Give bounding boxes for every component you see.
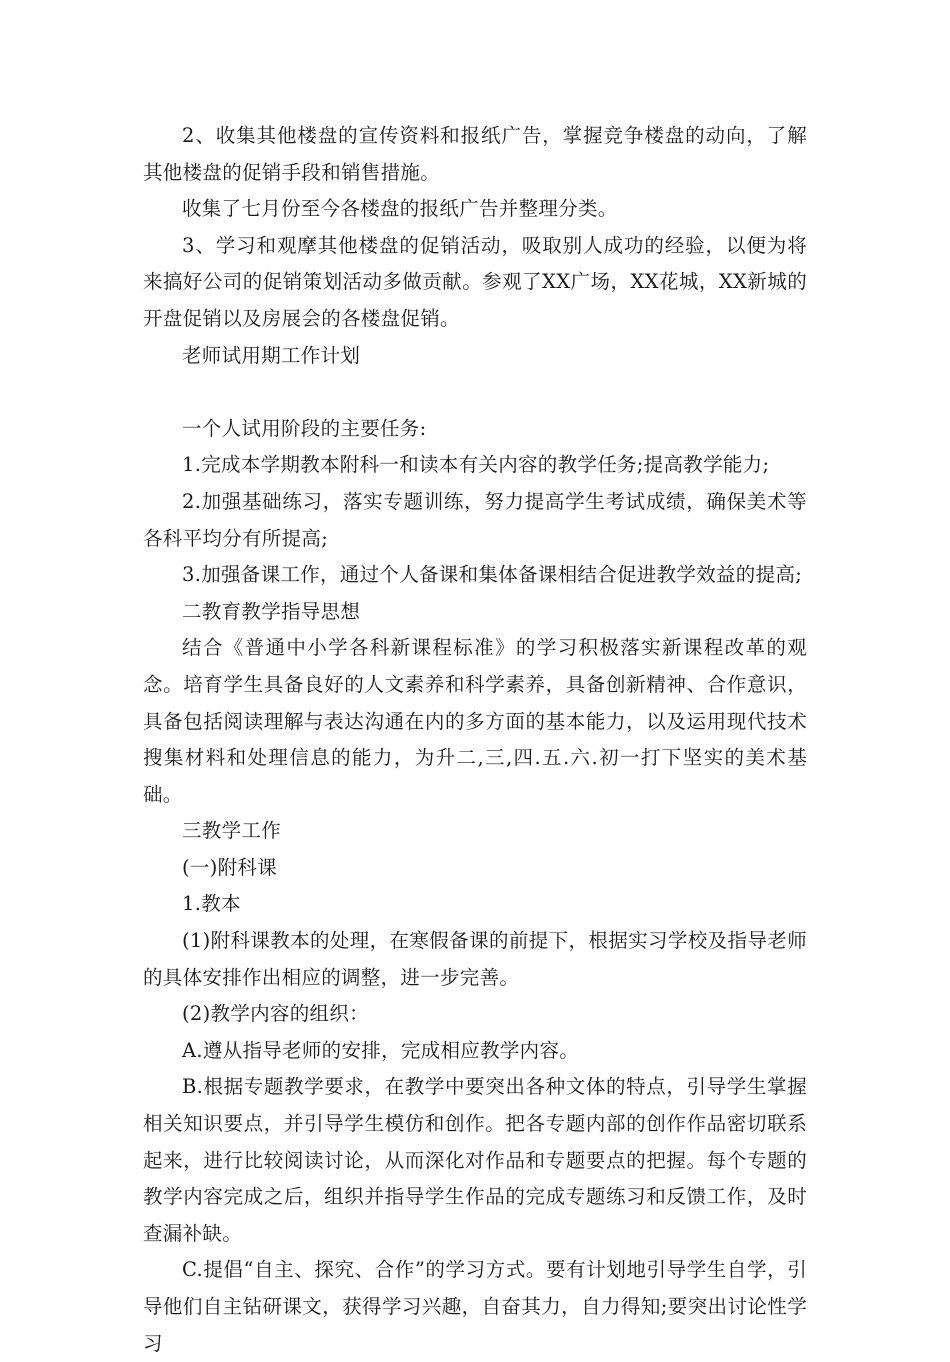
document-body	[143, 118, 807, 1362]
paragraph-content-organization: (2)教学内容的组织：	[182, 1002, 369, 1026]
paragraph-main-tasks: 一个人试用阶段的主要任务:	[182, 416, 427, 440]
list-item-b: B.根据专题教学要求，在教学中要突出各种文体的特点，引导学生掌握相关知识要点，并引导学生模仿和创作。把各专题内部的创作作品密切联系起来，进行比较阅读讨论，从而深化对作品和专题要点的把握。每个专题的教学内容完成之后，组织并指导学生作品的完成专题练习和反馈工作，及时查漏补缺。	[143, 1075, 807, 1245]
list-item-c: C.提倡“自主、探究、合作”的学习方式。要有计划地引导学生自学，引导他们自主钻研课文，获得学习兴趣，自奋其力，自力得知;要突出讨论性学习	[143, 1258, 807, 1355]
section-heading-guiding-thought: 二教育教学指导思想	[182, 599, 361, 623]
paragraph-collected-ads: 收集了七月份至今各楼盘的报纸广告并整理分类。	[182, 197, 618, 221]
section-heading-teaching-work: 三教学工作	[182, 819, 282, 843]
list-item-a: A.遵从指导老师的安排，完成相应教学内容。	[182, 1038, 580, 1062]
paragraph-guiding-thought: 结合《普通中小学各科新课程标准》的学习积极落实新课程改革的观念。培育学生具备良好的人文素养和科学素养，具备创新精神、合作意识，具备包括阅读理解与表达沟通在内的多方面的基本能力，以及运用现代技术搜集材料和处理信息的能力，为升二,三,四.五.六.初一打下坚实的美术基础。	[143, 636, 807, 806]
list-item-task-1: 1.完成本学期教本附科一和读本有关内容的教学任务;提高教学能力;	[182, 453, 770, 477]
list-item-task-3: 3.加强备课工作，通过个人备课和集体备课相结合促进教学效益的提高;	[182, 563, 803, 587]
paragraph-collect-ads: 2、收集其他楼盘的宣传资料和报纸广告，掌握竞争楼盘的动向，了解其他楼盘的促销手段和销售措施。	[143, 124, 807, 184]
subheading-subject-class: (一)附科课	[182, 855, 278, 879]
subheading-textbook: 1.教本	[182, 892, 241, 916]
list-item-task-2: 2.加强基础练习，落实专题训练，努力提高学生考试成绩，确保美术等各科平均分有所提高;	[143, 489, 807, 550]
paragraph-textbook-handling: (1)附科课教本的处理，在寒假备课的前提下，根据实习学校及指导老师的具体安排作出相应的调整，进一步完善。	[143, 929, 807, 989]
paragraph-observe-promotions: 3、学习和观摩其他楼盘的促销活动，吸取别人成功的经验，以便为将来搞好公司的促销策划活动多做贡献。参观了XX广场，XX花城，XX新城的开盘促销以及房展会的各楼盘促销。	[143, 233, 807, 330]
section-title-teacher-plan: 老师试用期工作计划	[182, 343, 361, 367]
blank-line	[143, 374, 807, 411]
